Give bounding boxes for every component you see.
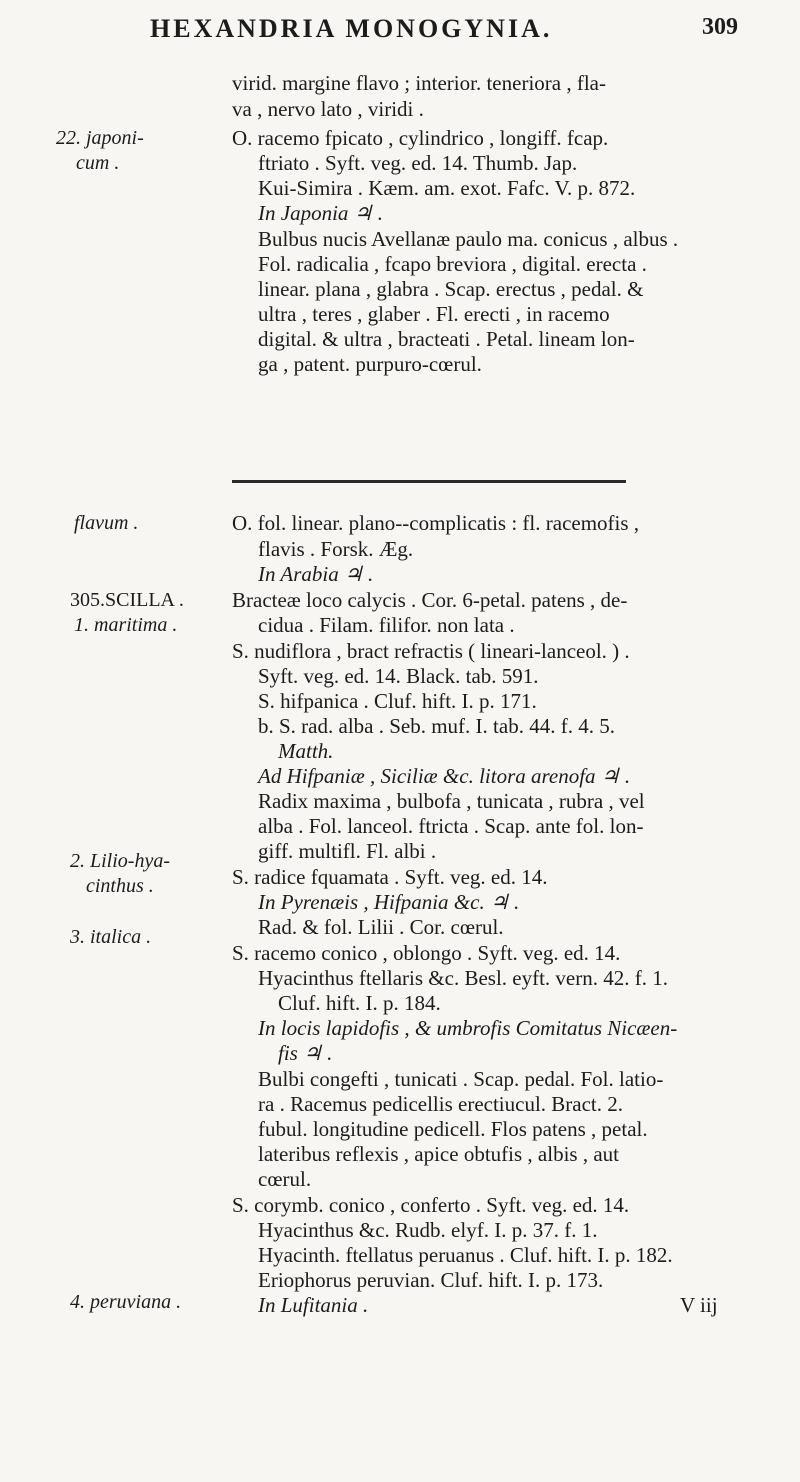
margin-label: cum . — [76, 152, 120, 174]
text-line: lateribus reflexis , apice obtufis , albis , aut — [258, 1142, 619, 1166]
text-line: ga , patent. purpuro-cœrul. — [258, 352, 482, 376]
text-line: O. racemo fpicato , cylindrico , longiff. fcap. — [232, 126, 609, 150]
text-line: Hyacinthus ftellaris &c. Besl. eyft. vern. 42. f. 1. — [258, 966, 668, 990]
text-line: Eriophorus peruvian. Cluf. hift. I. p. 173. — [258, 1268, 604, 1292]
text-line: fubul. longitudine pedicell. Flos patens , petal. — [258, 1117, 648, 1141]
header-title: HEXANDRIA MONOGYNIA. — [150, 14, 553, 43]
text-line: Rad. & fol. Lilii . Cor. cœrul. — [258, 915, 504, 939]
margin-label: 1. maritima . — [74, 614, 178, 636]
margin-label: cinthus . — [86, 875, 154, 897]
text-line: Hyacinthus &c. Rudb. elyf. I. p. 37. f. 1. — [258, 1218, 598, 1242]
page-number: 309 — [702, 14, 738, 40]
text-line: cœrul. — [258, 1167, 312, 1191]
text-line: S. racemo conico , oblongo . Syft. veg. ed. 14. — [232, 941, 621, 965]
text-line: alba . Fol. lanceol. ftricta . Scap. ante fol. lon- — [258, 814, 644, 838]
text-line: Ad Hifpaniæ , Siciliæ &c. litora arenofa ♃ . — [258, 764, 631, 788]
margin-label: 3. italica . — [70, 926, 152, 948]
text-line: linear. plana , glabra . Scap. erectus , pedal. & — [258, 277, 644, 301]
text-line: In Arabia ♃ . — [258, 562, 374, 586]
text-line: ra . Racemus pedicellis erectiucul. Bract. 2. — [258, 1092, 624, 1116]
text-line: In locis lapidofis , & umbrofis Comitatus Nicæen- — [258, 1016, 678, 1040]
margin-label: 2. Lilio-hya- — [70, 850, 170, 872]
text-line: ftriato . Syft. veg. ed. 14. Thumb. Jap. — [258, 151, 578, 175]
text-line: Fol. radicalia , fcapo breviora , digital. erecta . — [258, 252, 647, 276]
text-line: S. nudiflora , bract refractis ( lineari-lanceol. ) . — [232, 639, 630, 663]
text-line: Matth. — [278, 739, 334, 763]
text-line: Cluf. hift. I. p. 184. — [278, 991, 441, 1015]
text-line: Bulbi congefti , tunicati . Scap. pedal. Fol. latio- — [258, 1067, 664, 1091]
text-line: va , nervo lato , viridi . — [232, 97, 424, 121]
text-line: S. corymb. conico , conferto . Syft. veg. ed. 14. — [232, 1193, 630, 1217]
text-line: In Japonia ♃ . — [258, 201, 383, 225]
text-line: S. hifpanica . Cluf. hift. I. p. 171. — [258, 689, 537, 713]
text-line: Syft. veg. ed. 14. Black. tab. 591. — [258, 664, 539, 688]
text-line: cidua . Filam. filifor. non lata . — [258, 613, 515, 637]
text-line: Hyacinth. ftellatus peruanus . Cluf. hift. I. p. 182. — [258, 1243, 673, 1267]
text-line: Radix maxima , bulbofa , tunicata , rubra , vel — [258, 789, 645, 813]
margin-label: 305.SCILLA . — [70, 589, 184, 611]
margin-label: flavum . — [74, 512, 139, 534]
text-line: Kui-Simira . Kæm. am. exot. Fafc. V. p. 872. — [258, 176, 636, 200]
text-line: Bracteæ loco calycis . Cor. 6-petal. patens , de- — [232, 588, 628, 612]
margin-label: 22. japoni- — [56, 127, 144, 149]
text-line: fis ♃ . — [278, 1041, 333, 1065]
text-line: virid. margine flavo ; interior. teneriora , fla- — [232, 71, 606, 95]
margin-label: 4. peruviana . — [70, 1291, 182, 1313]
text-line: In Pyrenæis , Hifpania &c. ♃ . — [258, 890, 520, 914]
text-line: giff. multifl. Fl. albi . — [258, 839, 437, 863]
text-line: b. S. rad. alba . Seb. muf. I. tab. 44. f. 4. 5. — [258, 714, 615, 738]
text-line: digital. & ultra , bracteati . Petal. lineam lon- — [258, 327, 635, 351]
text-line: Bulbus nucis Avellanæ paulo ma. conicus , albus . — [258, 227, 679, 251]
text-line: In Lufitania . — [258, 1293, 369, 1317]
section-divider — [232, 480, 626, 483]
text-line: ultra , teres , glaber . Fl. erecti , in racemo — [258, 302, 610, 326]
text-line: flavis . Forsk. Æg. — [258, 537, 414, 561]
text-line: S. radice fquamata . Syft. veg. ed. 14. — [232, 865, 548, 889]
text-line: O. fol. linear. plano--complicatis : fl. racemofis , — [232, 511, 640, 535]
signature-mark: V iij — [680, 1293, 718, 1317]
